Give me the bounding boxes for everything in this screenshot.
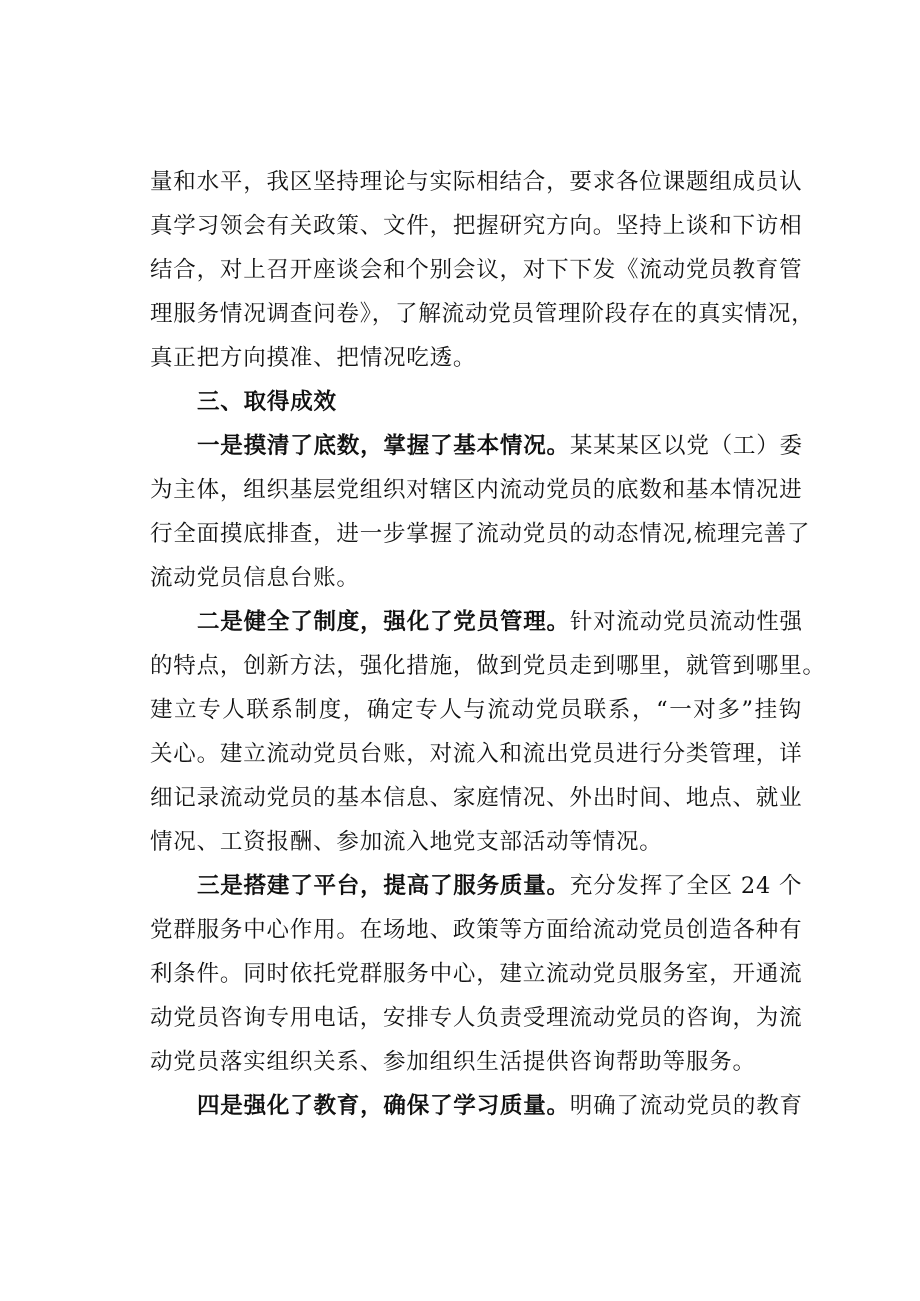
paragraph-text: 针对流动党员流动性强 <box>569 609 803 635</box>
body-text-line: 为主体，组织基层党组织对辖区内流动党员的底数和基本情况进 <box>150 477 803 503</box>
paragraph-text: 明确了流动党员的教育 <box>569 1093 803 1119</box>
body-text-line: 建立专人联系制度，确定专人与流动党员联系，“一对多”挂钩 <box>150 697 802 723</box>
paragraph-text: 充分发挥了全区 24 个 <box>569 873 803 899</box>
body-text-line: 行全面摸底排查，进一步掌握了流动党员的动态情况,梳理完善了 <box>150 521 811 547</box>
body-text-line: 理服务情况调查问卷》，了解流动党员管理阶段存在的真实情况， <box>150 301 815 327</box>
body-text-line: 细记录流动党员的基本信息、家庭情况、外出时间、地点、就业 <box>150 785 803 811</box>
paragraph-first-line <box>197 424 802 468</box>
body-text-line: 利条件。同时依托党群服务中心，建立流动党员服务室，开通流 <box>150 961 803 987</box>
paragraph-first-line <box>197 1084 802 1128</box>
paragraph-lead: 二是健全了制度，强化了党员管理。 <box>197 609 570 635</box>
paragraph-first-line <box>197 600 802 644</box>
paragraph-text: 某某某区以党（工）委 <box>569 433 803 459</box>
body-text-line: 量和水平，我区坚持理论与实际相结合，要求各位课题组成员认 <box>150 169 803 195</box>
paragraph-lead: 三是搭建了平台，提高了服务质量。 <box>197 873 570 899</box>
body-text-line: 流动党员信息台账。 <box>150 565 360 591</box>
body-text-line: 党群服务中心作用。在场地、政策等方面给流动党员创造各种有 <box>150 917 803 943</box>
section-heading: 三、取得成效 <box>197 389 337 415</box>
body-text-line: 动党员咨询专用电话，安排专人负责受理流动党员的咨询，为流 <box>150 1005 803 1031</box>
body-text-line: 关心。建立流动党员台账，对流入和流出党员进行分类管理，详 <box>150 741 803 767</box>
paragraph-first-line <box>197 864 802 908</box>
body-text-line: 动党员落实组织关系、参加组织生活提供咨询帮助等服务。 <box>150 1049 756 1075</box>
paragraph-lead: 一是摸清了底数，掌握了基本情况。 <box>197 433 570 459</box>
body-text-line: 真正把方向摸准、把情况吃透。 <box>150 345 477 371</box>
body-text-line: 情况、工资报酬、参加流入地党支部活动等情况。 <box>150 829 663 855</box>
body-text-line: 的特点，创新方法，强化措施，做到党员走到哪里，就管到哪里。 <box>150 653 826 679</box>
body-text-line: 结合，对上召开座谈会和个别会议，对下下发《流动党员教育管 <box>150 257 803 283</box>
body-text-line: 真学习领会有关政策、文件，把握研究方向。坚持上谈和下访相 <box>150 213 803 239</box>
paragraph-lead: 四是强化了教育，确保了学习质量。 <box>197 1093 570 1119</box>
